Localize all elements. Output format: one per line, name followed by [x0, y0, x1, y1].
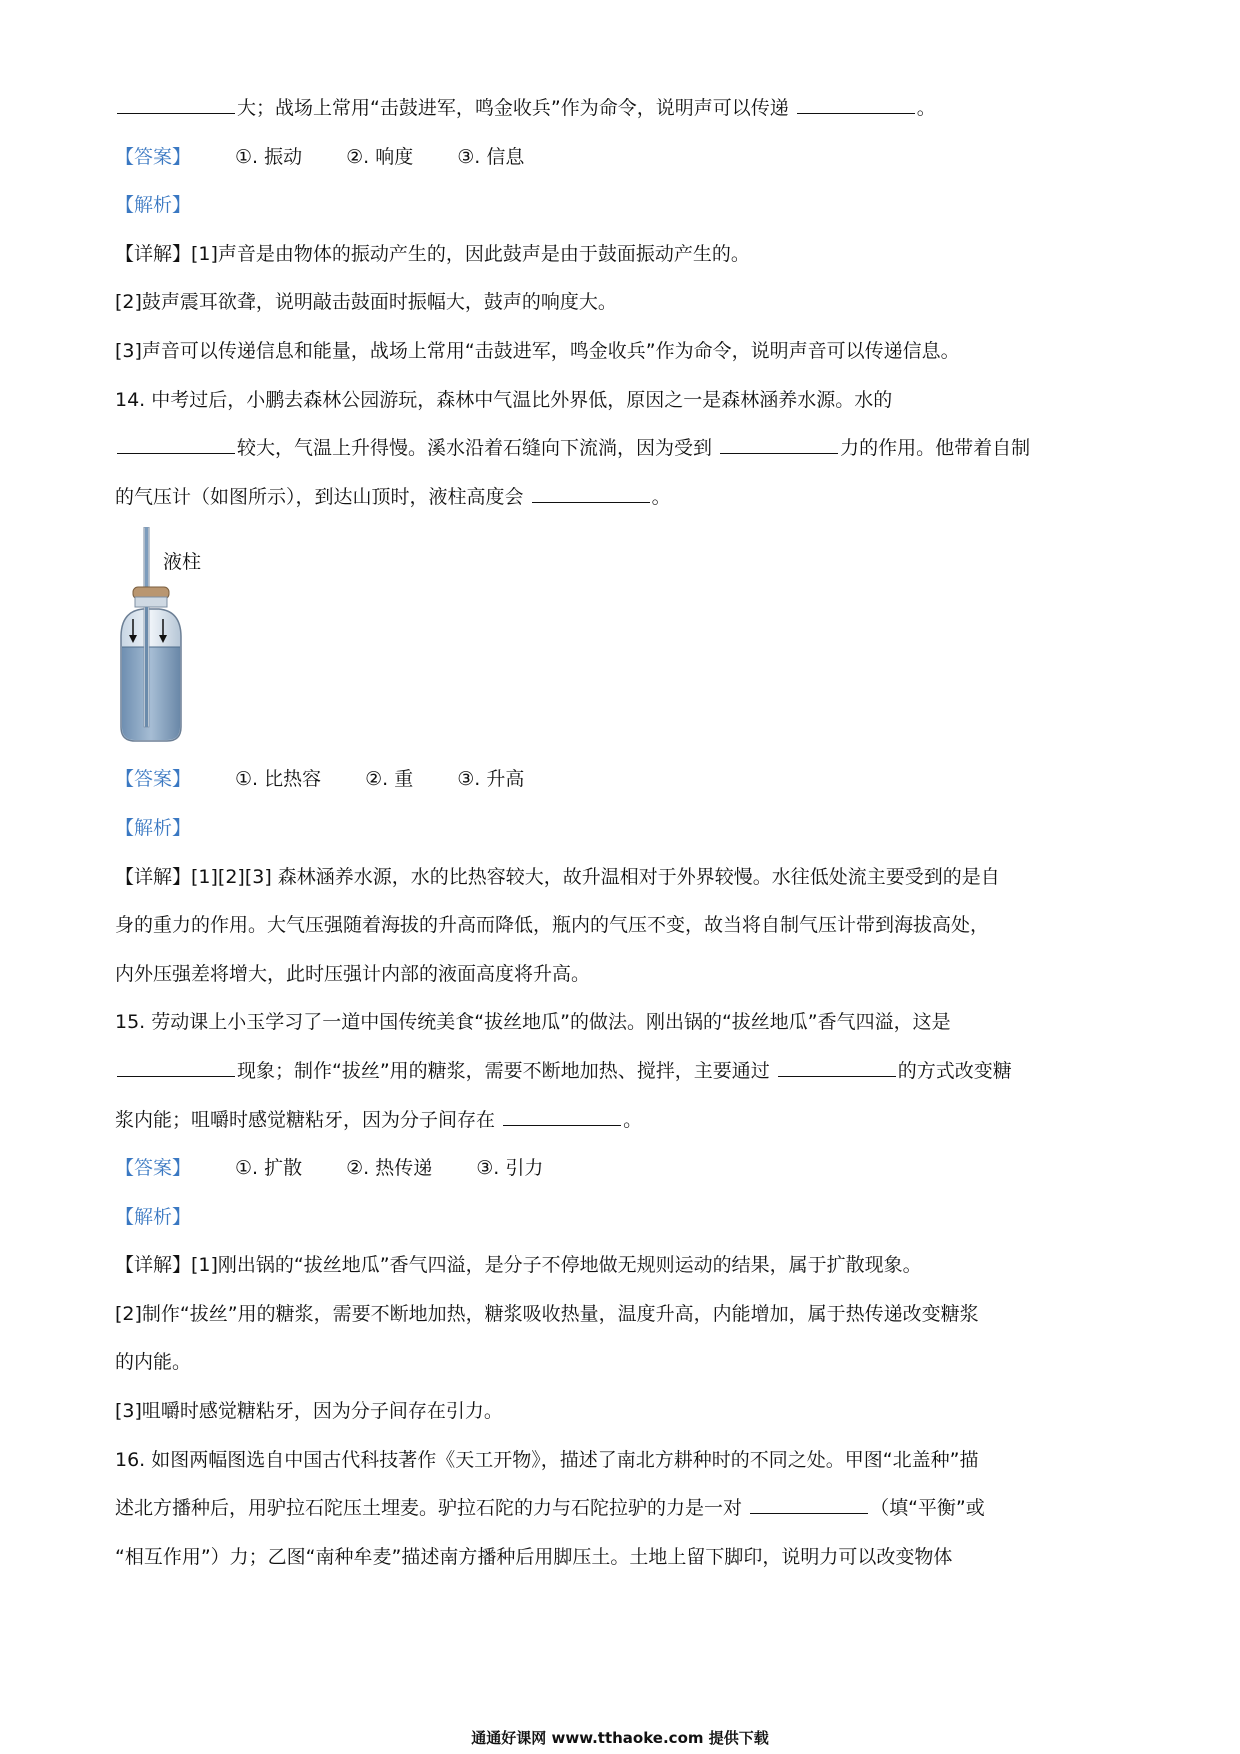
answer-blank	[532, 486, 650, 503]
page-footer: 通通好课网 www.tthaoke.com 提供下载	[471, 1729, 769, 1747]
question-15-line	[115, 1059, 1125, 1083]
barometer-figure	[115, 527, 1125, 767]
answer-item: ①. 比热容	[235, 768, 322, 791]
answer-item: ②. 重	[365, 768, 414, 791]
text-segment: 。	[623, 1108, 643, 1131]
detail-line: [3]咀嚼时感觉糖粘牙，因为分子间存在引力。	[115, 1400, 503, 1423]
detail-line: [2]鼓声震耳欲聋，说明敲击鼓面时振幅大，鼓声的响度大。	[115, 291, 617, 314]
answer-item: ①. 振动	[235, 145, 303, 168]
answer-item: ③. 引力	[476, 1157, 544, 1180]
detail-line: 内外压强差将增大，此时压强计内部的液面高度将升高。	[115, 962, 591, 985]
text-segment: 力的作用。他带着自制	[840, 437, 1031, 460]
answer-tag: 【答案】	[115, 768, 192, 791]
text-segment: 较大，气温上升得慢。溪水沿着石缝向下流淌，因为受到	[237, 437, 713, 460]
answer-item: ②. 热传递	[346, 1157, 433, 1180]
question-16-line: 16. 如图两幅图选自中国古代科技著作《天工开物》，描述了南北方耕种时的不同之处。甲图“北盖种”描	[115, 1448, 979, 1471]
text-segment: （填“平衡”或	[870, 1497, 985, 1520]
detail-line: 的内能。	[115, 1351, 192, 1374]
text-segment: 的方式改变糖	[897, 1059, 1012, 1082]
answer-tag: 【答案】	[115, 145, 192, 168]
text-segment: 现象；制作“拔丝”用的糖浆，需要不断地加热、搅拌，主要通过	[237, 1059, 770, 1082]
question-14-line: 14. 中考过后，小鹏去森林公园游玩，森林中气温比外界低，原因之一是森林涵养水源。水的	[115, 388, 893, 411]
detail-line: 【详解】[1]刚出锅的“拔丝地瓜”香气四溢，是分子不停地做无规则运动的结果，属于扩散现象。	[115, 1254, 922, 1277]
question-15-line	[115, 1108, 1125, 1132]
answer-item: ③. 升高	[457, 768, 525, 791]
answer-blank	[720, 437, 838, 454]
answer-blank	[117, 437, 235, 454]
detail-line: 【详解】[1]声音是由物体的振动产生的，因此鼓声是由于鼓面振动产生的。	[115, 242, 750, 265]
detail-line: 【详解】[1][2][3] 森林涵养水源，水的比热容较大，故升温相对于外界较慢。水往低处流主要受到的是自	[115, 865, 1000, 888]
q13-tail-line	[115, 96, 1125, 120]
answer-blank	[117, 1060, 235, 1077]
answer-blank	[778, 1060, 896, 1077]
detail-line: [3]声音可以传递信息和能量，战场上常用“击鼓进军，鸣金收兵”作为命令，说明声音可以传递信息。	[115, 339, 960, 362]
question-14-line	[115, 436, 1125, 460]
answer-blank	[750, 1497, 868, 1514]
figure-label: 液柱	[163, 551, 202, 574]
answer-blank	[797, 97, 915, 114]
analysis-tag: 【解析】	[115, 194, 192, 217]
answer-tag: 【答案】	[115, 1157, 192, 1180]
answer-line-15	[115, 1156, 1125, 1180]
answer-item: ①. 扩散	[235, 1157, 303, 1180]
answer-line-14	[115, 767, 1125, 791]
answer-blank	[503, 1109, 621, 1126]
detail-line: [2]制作“拔丝”用的糖浆，需要不断地加热，糖浆吸收热量，温度升高，内能增加，属于热传递改变糖浆	[115, 1302, 979, 1325]
text-segment: 大；战场上常用“击鼓进军，鸣金收兵”作为命令，说明声可以传递	[237, 97, 789, 119]
answer-line-13	[115, 145, 1125, 169]
analysis-tag: 【解析】	[115, 1205, 192, 1228]
text-segment: 述北方播种后，用驴拉石陀压土埋麦。驴拉石陀的力与石陀拉驴的力是一对	[115, 1497, 743, 1520]
text-segment: 的气压计（如图所示），到达山顶时，液柱高度会	[115, 485, 524, 508]
question-15-line: 15. 劳动课上小玉学习了一道中国传统美食“拔丝地瓜”的做法。刚出锅的“拔丝地瓜”香气四溢，这是	[115, 1011, 951, 1034]
detail-line: 身的重力的作用。大气压强随着海拔的升高而降低，瓶内的气压不变，故当将自制气压计带到海拔高处，	[115, 914, 990, 937]
answer-blank	[117, 97, 235, 114]
text-segment: 。	[916, 97, 936, 119]
text-segment: 。	[651, 485, 671, 508]
answer-item: ③. 信息	[457, 145, 525, 168]
answer-item: ②. 响度	[346, 145, 414, 168]
question-16-line	[115, 1496, 1125, 1520]
analysis-tag: 【解析】	[115, 816, 192, 839]
question-14-line	[115, 485, 1125, 509]
question-16-line: “相互作用”）力；乙图“南种牟麦”描述南方播种后用脚压土。土地上留下脚印，说明力可以改变物体	[115, 1545, 953, 1568]
text-segment: 浆内能；咀嚼时感觉糖粘牙，因为分子间存在	[115, 1108, 496, 1131]
document-body	[115, 96, 1125, 1593]
